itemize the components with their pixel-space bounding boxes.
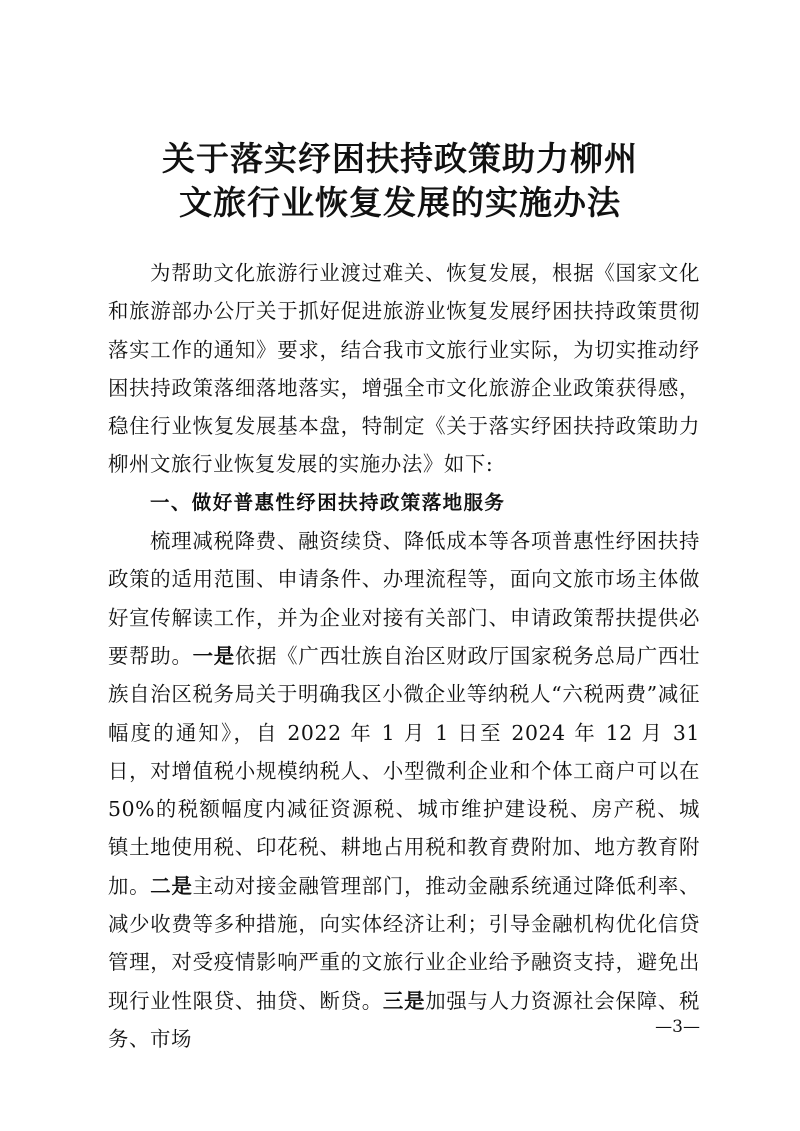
section-1-heading: 一、做好普惠性纾困扶持政策落地服务	[150, 490, 506, 514]
item-label-3: 三是	[382, 988, 426, 1013]
document-title-line-2: 文旅行业恢复发展的实施办法	[179, 183, 621, 222]
item-label-1: 一是	[192, 643, 235, 668]
item-label-2: 二是	[150, 873, 193, 898]
section-1-paragraph	[108, 522, 700, 1058]
section-1-intro-text: 梳理减税降费、融资续贷、降低成本等各项普惠性纾困扶持政策的适用范围、申请条件、办理流程等，面向文旅市场主体做好宣传解读工作，并为企业对接有关部门、申请政策帮扶提供必要帮助。	[108, 529, 700, 668]
document-body	[108, 254, 700, 1058]
item-1-text: 依据《广西壮族自治区财政厅国家税务总局广西壮族自治区税务局关于明确我区小微企业等纳税人“六税两费”减征幅度的通知》，自 2022 年 1 月 1 日至 2024 年 12 月 31 日，对增值税小规模纳税人、小型微利企业和个体工商户可以在 50%的税额幅度内减征资源税、城市维护建设税、房产税、城镇土地使用税、印花税、耕地占用税和教育费附加、地方教育附加。	[108, 643, 700, 898]
page-number: —3—	[655, 1017, 700, 1037]
item-2-text: 主动对接金融管理部门，推动金融系统通过降低利率、减少收费等多种措施，向实体经济让利；引导金融机构优化信贷管理，对受疫情影响严重的文旅行业企业给予融资支持，避免出现行业性限贷、抽贷、断贷。	[108, 873, 700, 1013]
item-3-text: 加强与人力资源社会保障、税务、市场	[108, 988, 700, 1051]
intro-paragraph: 为帮助文化旅游行业渡过难关、恢复发展，根据《国家文化和旅游部办公厅关于抓好促进旅游业恢复发展纾困扶持政策贯彻落实工作的通知》要求，结合我市文旅行业实际，为切实推动纾困扶持政策落细落地落实，增强全市文化旅游企业政策获得感，稳住行业恢复发展基本盘，特制定《关于落实纾困扶持政策助力柳州文旅行业恢复发展的实施办法》如下:	[108, 261, 700, 477]
document-title-line-1: 关于落实纾困扶持政策助力柳州	[162, 139, 638, 178]
